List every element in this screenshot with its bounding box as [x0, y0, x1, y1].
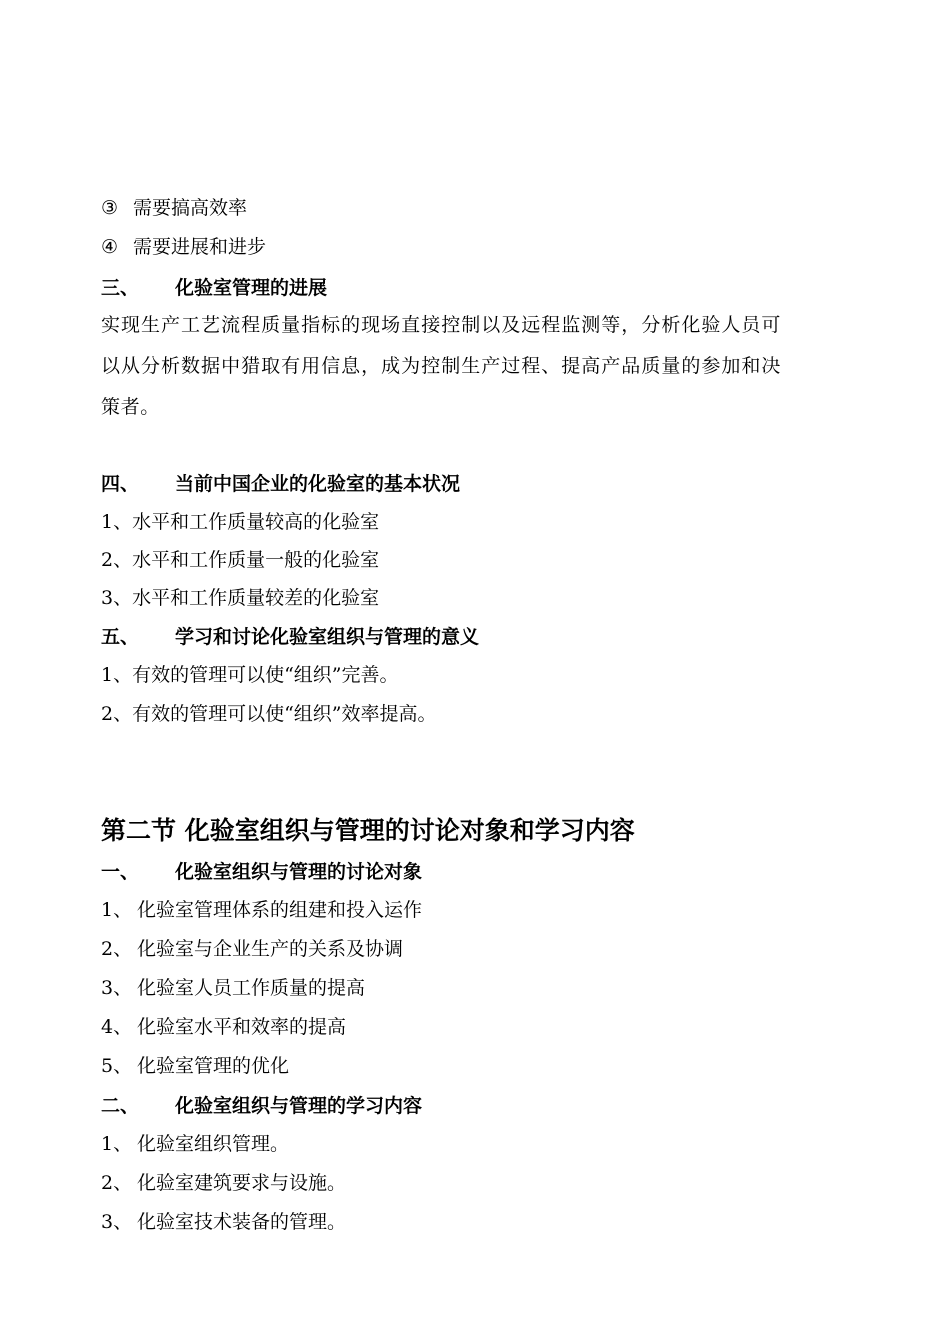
item-text: 有效的管理可以使“组织”完善。: [132, 664, 399, 686]
item-number: 2、: [101, 938, 133, 960]
list-item: [101, 1015, 346, 1039]
list-item: [101, 1054, 289, 1078]
item-text: 化验室建筑要求与设施。: [137, 1172, 347, 1194]
item-text: 化验室管理的优化: [137, 1055, 290, 1077]
list-item: [101, 1132, 289, 1156]
item-number: 2、: [101, 703, 133, 725]
heading-title: 化验室组织与管理的讨论对象: [175, 861, 423, 883]
list-item: [101, 976, 365, 1000]
section-heading: [101, 276, 327, 300]
item-number: 4、: [101, 1016, 133, 1038]
need-item: [101, 196, 247, 220]
list-item: [101, 1210, 346, 1234]
list-item: [101, 548, 379, 572]
item-text: 水平和工作质量较高的化验室: [132, 511, 380, 533]
item-text: 化验室组织管理。: [137, 1133, 290, 1155]
heading-number: 五、: [101, 626, 140, 648]
list-item: [101, 937, 403, 961]
list-item: [101, 510, 379, 534]
item-number: 1、: [101, 511, 133, 533]
item-text: 化验室人员工作质量的提高: [137, 977, 366, 999]
item-text: 水平和工作质量较差的化验室: [132, 587, 380, 609]
item-text: 水平和工作质量一般的化验室: [132, 549, 380, 571]
item-number: 2、: [101, 1172, 133, 1194]
item-number: 1、: [101, 1133, 133, 1155]
item-text: 化验室与企业生产的关系及协调: [137, 938, 404, 960]
list-item: [101, 663, 399, 687]
heading-title: 当前中国企业的化验室的基本状况: [175, 473, 461, 495]
heading-number: 二、: [101, 1095, 140, 1117]
heading-number: 一、: [101, 861, 140, 883]
item-text: 有效的管理可以使“组织”效率提高。: [132, 703, 437, 725]
list-item: [101, 586, 379, 610]
item-marker: ③: [101, 197, 119, 219]
heading-title: 学习和讨论化验室组织与管理的意义: [175, 626, 480, 648]
heading-title: 化验室组织与管理的学习内容: [175, 1095, 423, 1117]
section-title: 第二节 化验室组织与管理的讨论对象和学习内容: [101, 816, 635, 845]
item-number: 3、: [101, 587, 133, 609]
list-item: [101, 898, 422, 922]
item-number: 3、: [101, 977, 133, 999]
item-text: 化验室技术装备的管理。: [137, 1211, 347, 1233]
section-heading: [101, 625, 479, 649]
section-heading: [101, 860, 422, 884]
heading-number: 四、: [101, 473, 140, 495]
item-number: 2、: [101, 549, 133, 571]
list-item: [101, 702, 437, 726]
section-heading: [101, 1094, 422, 1118]
heading-number: 三、: [101, 277, 140, 299]
item-text: 化验室水平和效率的提高: [137, 1016, 347, 1038]
list-item: [101, 1171, 346, 1195]
item-number: 3、: [101, 1211, 133, 1233]
item-number: 1、: [101, 664, 133, 686]
section-heading: [101, 472, 460, 496]
item-text: 需要搞高效率: [133, 197, 248, 219]
item-number: 1、: [101, 899, 133, 921]
need-item: [101, 235, 266, 259]
item-text: 需要进展和进步: [133, 236, 267, 258]
body-paragraph: 实现生产工艺流程质量指标的现场直接控制以及远程监测等，分析化验人员可以从分析数据中猎取有用信息，成为控制生产过程、提高产品质量的参加和决策者。: [101, 314, 781, 418]
heading-title: 化验室管理的进展: [175, 277, 328, 299]
item-marker: ④: [101, 236, 119, 258]
item-text: 化验室管理体系的组建和投入运作: [137, 899, 423, 921]
item-number: 5、: [101, 1055, 133, 1077]
